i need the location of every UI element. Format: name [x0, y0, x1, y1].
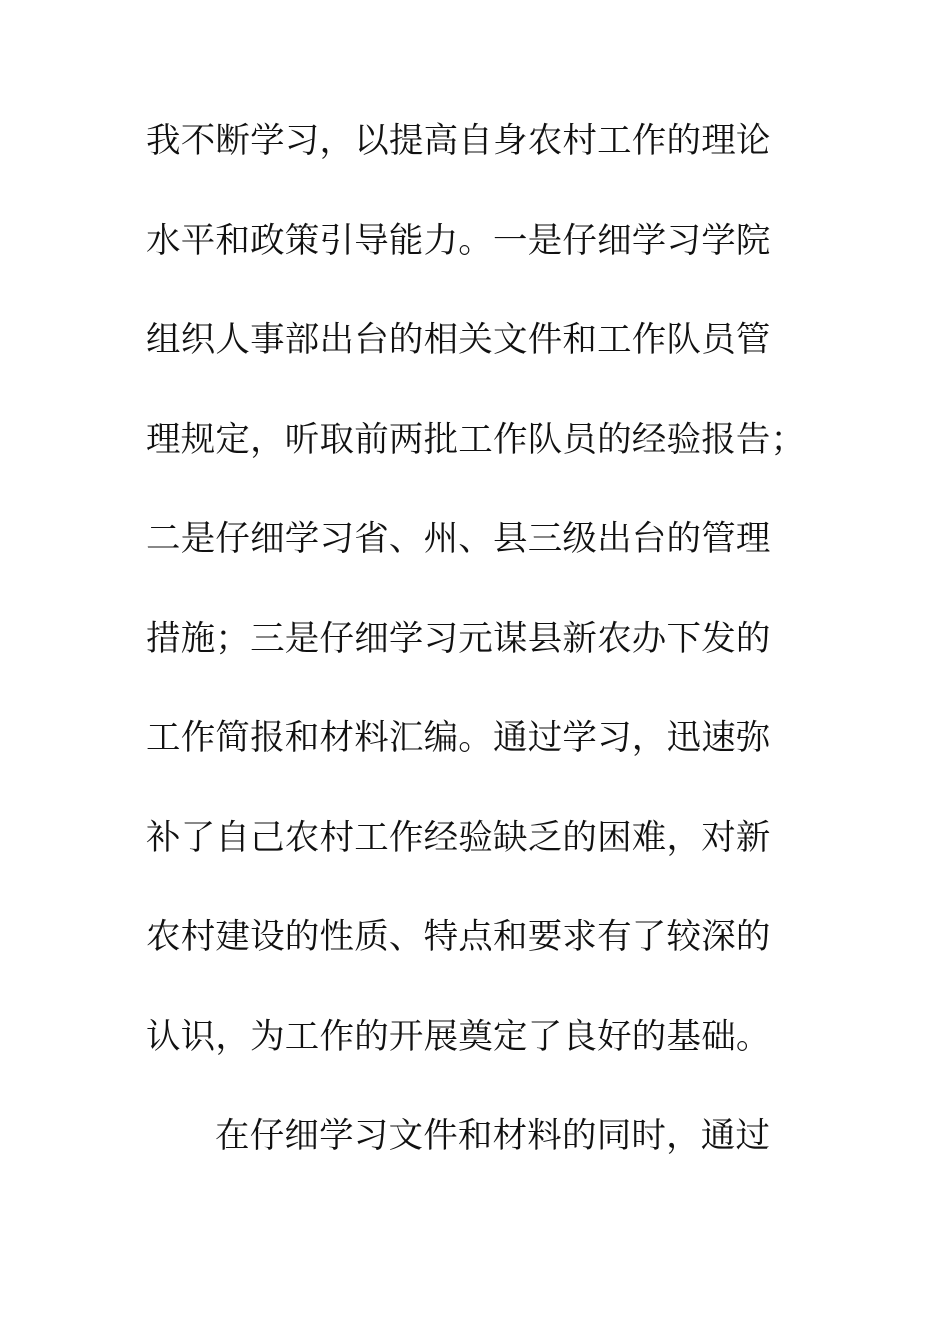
- text-line: 农村建设的性质、特点和要求有了较深的: [146, 917, 771, 957]
- text-line: 我不断学习，以提高自身农村工作的理论: [146, 121, 771, 161]
- text-line: 二是仔细学习省、州、县三级出台的管理: [146, 519, 771, 559]
- text-line: 工作简报和材料汇编。通过学习，迅速弥: [146, 718, 771, 758]
- text-line: 组织人事部出台的相关文件和工作队员管: [146, 320, 771, 360]
- text-line: 补了自己农村工作经验缺乏的困难，对新: [146, 817, 771, 858]
- text-line: 理规定，听取前两批工作队员的经验报告；: [146, 419, 806, 460]
- body-text: [146, 121, 806, 1219]
- text-line: 水平和政策引导能力。一是仔细学习学院: [146, 220, 771, 261]
- text-line: 认识，为工作的开展奠定了良好的基础。: [146, 1016, 771, 1057]
- text-line: 措施；三是仔细学习元谋县新农办下发的: [146, 618, 771, 659]
- paragraph-start-line: 在仔细学习文件和材料的同时，通过: [215, 1116, 771, 1156]
